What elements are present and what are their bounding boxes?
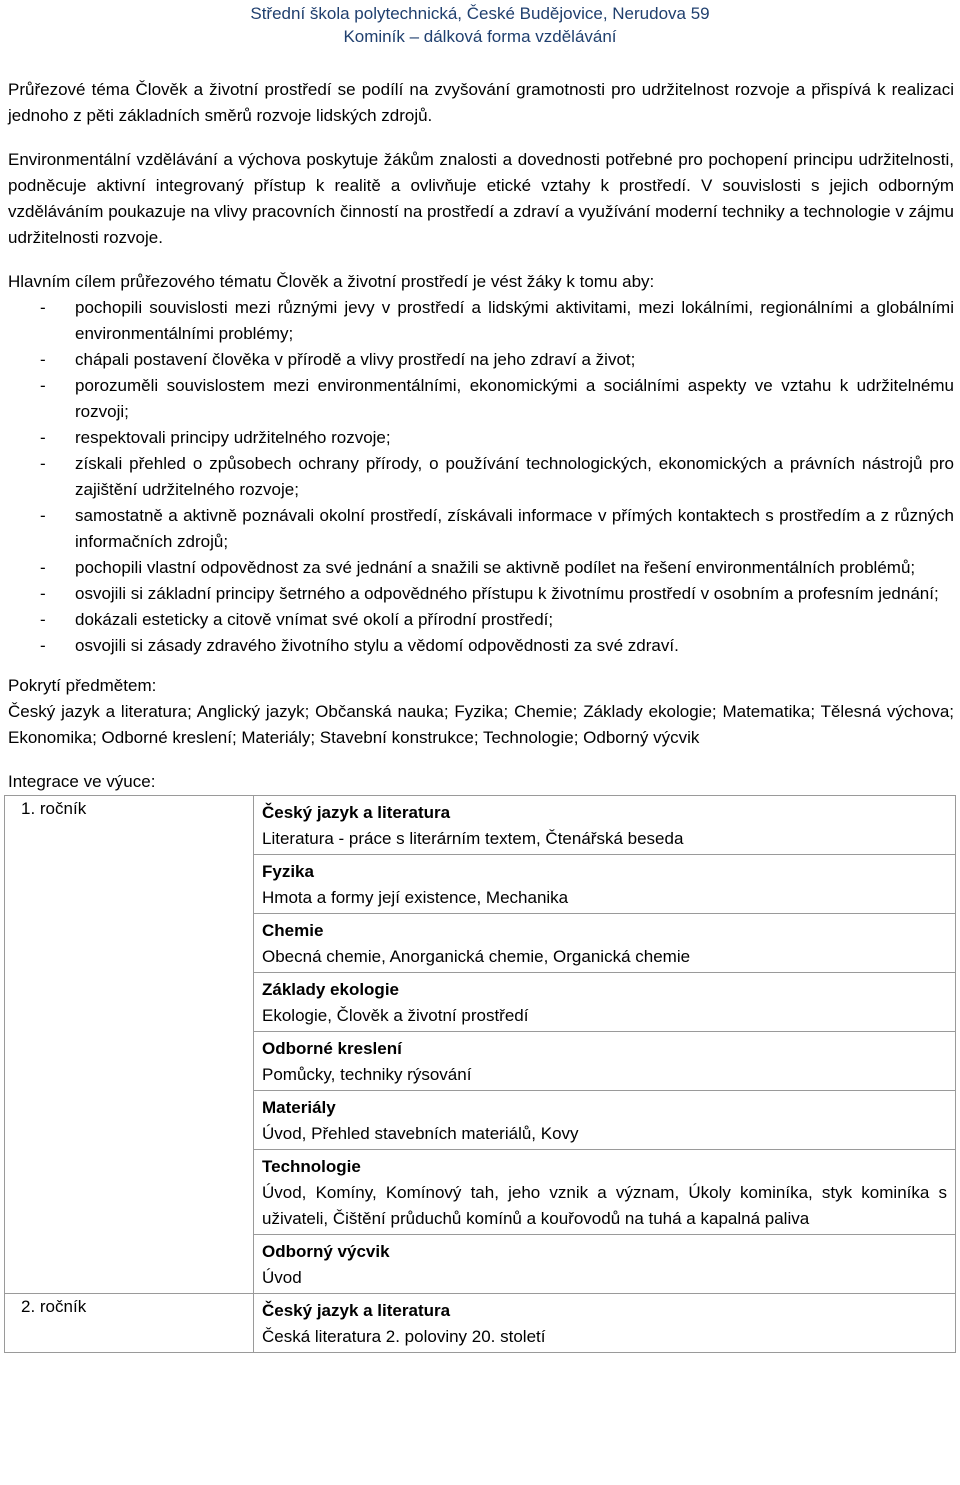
goal-item	[8, 633, 954, 659]
goal-dash: -	[40, 350, 46, 369]
subject-cell	[254, 1032, 956, 1091]
integration-row	[5, 796, 956, 855]
subject-topics: Pomůcky, techniky rýsování	[262, 1065, 472, 1084]
goal-dash: -	[40, 584, 46, 603]
subject-topics: Úvod, Komíny, Komínový tah, jeho vznik a význam, Úkoly kominíka, styk kominíka s uživateli, Čištění průduchů komínů a kouřovodů na tuhá a kapalná paliva	[262, 1183, 947, 1228]
goal-text: osvojili si základní principy šetrného a odpovědného přístupu k životnímu prostředí v osobním a profesním jednání;	[75, 584, 939, 603]
subject-topics: Úvod, Přehled stavebních materiálů, Kovy	[262, 1124, 579, 1143]
intro-paragraph-2: Environmentální vzdělávání a výchova poskytuje žákům znalosti a dovednosti potřebné pro pochopení principu udržitelnosti, podněcuje aktivní integrovaný přístup k realitě a ovlivňuje etické vztahy k prostředí. V souvislosti s jejich odborným vzděláváním poukazuje na vlivy pracovních činností na prostředí a zdraví a využívání moderní techniky a technologie v zájmu udržitelnosti rozvoje.	[8, 150, 954, 247]
goal-item	[8, 373, 954, 425]
integration-table	[4, 795, 956, 1353]
subject-topics: Ekologie, Člověk a životní prostředí	[262, 1006, 529, 1025]
subject-title: Chemie	[262, 921, 324, 940]
subject-topics: Hmota a formy její existence, Mechanika	[262, 888, 569, 907]
goal-text: pochopili souvislosti mezi různými jevy v prostředí a lidskými aktivitami, mezi lokálními, regionálními a globálními environmentálními problémy;	[75, 298, 954, 343]
subject-cell	[254, 1091, 956, 1150]
subject-topics: Literatura - práce s literárním textem, Čtenářská beseda	[262, 829, 684, 848]
subject-cell	[254, 1294, 956, 1353]
goal-item	[8, 607, 954, 633]
header-program: Kominík – dálková forma vzdělávání	[343, 27, 617, 46]
goal-text: pochopili vlastní odpovědnost za své jednání a snažili se aktivně podílet na řešení environmentálních problémů;	[75, 558, 916, 577]
subject-title: Technologie	[262, 1157, 361, 1176]
goal-text: porozuměli souvislostem mezi environmentálními, ekonomickými a sociálními aspekty ve vztahu k udržitelnému rozvoji;	[75, 376, 954, 421]
subject-title: Odborný výcvik	[262, 1242, 390, 1261]
subject-cell	[254, 1150, 956, 1235]
goal-text: respektovali principy udržitelného rozvoje;	[75, 428, 391, 447]
goal-item	[8, 425, 954, 451]
goal-dash: -	[40, 558, 46, 577]
subject-cell	[254, 914, 956, 973]
goal-item	[8, 555, 954, 581]
goal-dash: -	[40, 636, 46, 655]
goals-list	[8, 295, 954, 659]
goal-dash: -	[40, 454, 46, 473]
header-school: Střední škola polytechnická, České Budějovice, Nerudova 59	[250, 4, 710, 23]
goal-item	[8, 451, 954, 503]
subject-title: Základy ekologie	[262, 980, 399, 999]
goals-heading: Hlavním cílem průřezového tématu Člověk a životní prostředí je vést žáky k tomu aby:	[8, 272, 655, 291]
subject-title: Odborné kreslení	[262, 1039, 402, 1058]
subject-title: Český jazyk a literatura	[262, 1301, 451, 1320]
goal-dash: -	[40, 298, 46, 317]
goal-text: získali přehled o způsobech ochrany přírody, o používání technologických, ekonomických a právních nástrojů pro zajištění udržitelného rozvoje;	[75, 454, 954, 499]
subject-cell	[254, 796, 956, 855]
goal-item	[8, 347, 954, 373]
page-header	[0, 2, 960, 48]
goal-text: chápali postavení člověka v přírodě a vlivy prostředí na jeho zdraví a život;	[75, 350, 636, 369]
subject-cell	[254, 1235, 956, 1294]
subject-topics: Česká literatura 2. poloviny 20. století	[262, 1327, 546, 1346]
subject-cell	[254, 855, 956, 914]
goal-text: samostatně a aktivně poznávali okolní prostředí, získávali informace v přímých kontaktech s prostředím a z různých informačních zdrojů;	[75, 506, 954, 551]
goal-dash: -	[40, 376, 46, 395]
integration-label: Integrace ve výuce:	[8, 772, 156, 791]
coverage-text: Český jazyk a literatura; Anglický jazyk; Občanská nauka; Fyzika; Chemie; Základy ekologie; Matematika; Tělesná výchova; Ekonomika; Odborné kreslení; Materiály; Stavební konstrukce; Technologie; Odborný výcvik	[8, 702, 954, 747]
year-cell: 2. ročník	[5, 1294, 254, 1353]
subject-cell	[254, 973, 956, 1032]
year-cell: 1. ročník	[5, 796, 254, 1294]
goal-text: dokázali esteticky a citově vnímat své okolí a přírodní prostředí;	[75, 610, 554, 629]
subject-title: Fyzika	[262, 862, 314, 881]
subject-title: Český jazyk a literatura	[262, 803, 451, 822]
goal-dash: -	[40, 610, 46, 629]
goal-text: osvojili si zásady zdravého životního stylu a vědomí odpovědnosti za své zdraví.	[75, 636, 679, 655]
subject-topics: Úvod	[262, 1268, 302, 1287]
intro-paragraph-1: Průřezové téma Člověk a životní prostředí se podílí na zvyšování gramotnosti pro udržitelnost rozvoje a přispívá k realizaci jednoho z pěti základních směrů rozvoje lidských zdrojů.	[8, 80, 954, 125]
goal-item	[8, 503, 954, 555]
goal-dash: -	[40, 428, 46, 447]
subject-title: Materiály	[262, 1098, 336, 1117]
document-body	[8, 77, 954, 1353]
coverage-label: Pokrytí předmětem:	[8, 676, 157, 695]
integration-row	[5, 1294, 956, 1353]
goal-dash: -	[40, 506, 46, 525]
goal-item	[8, 295, 954, 347]
subject-topics: Obecná chemie, Anorganická chemie, Organická chemie	[262, 947, 691, 966]
goal-item	[8, 581, 954, 607]
